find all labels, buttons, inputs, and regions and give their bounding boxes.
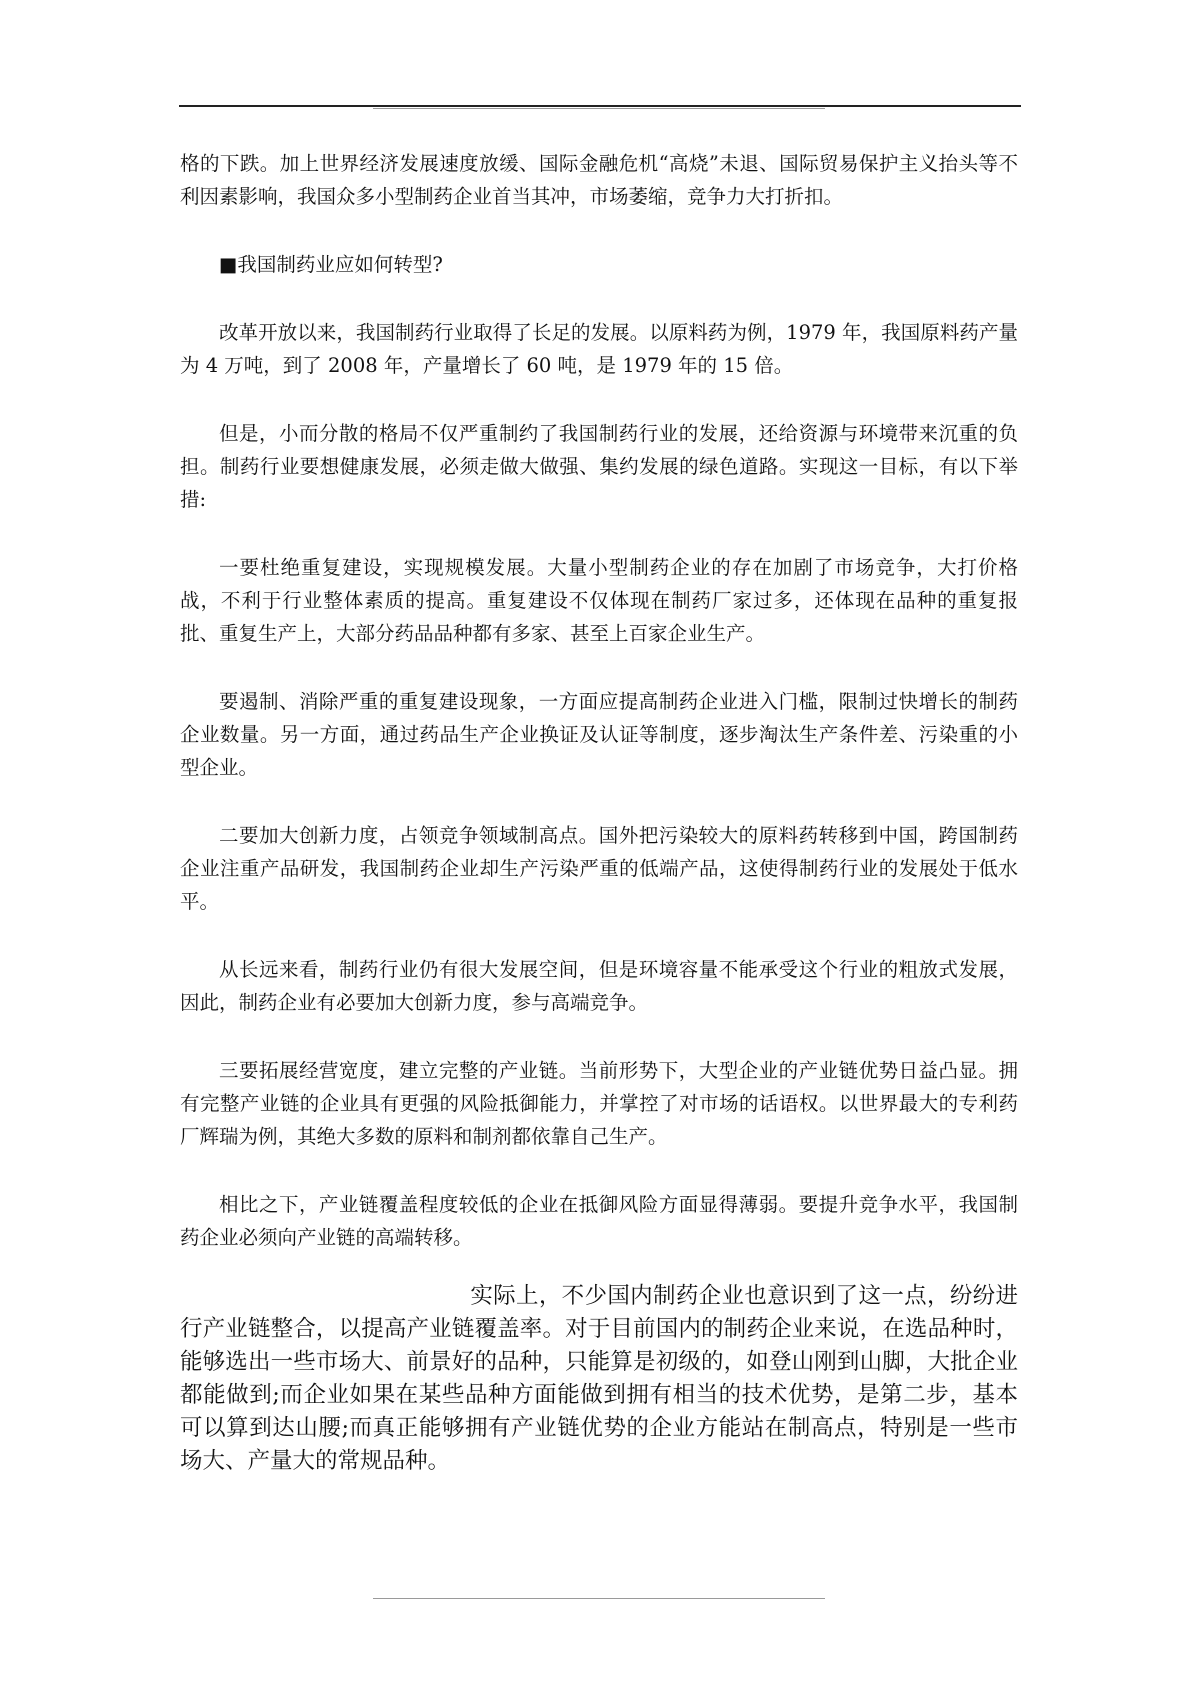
paragraph: 改革开放以来，我国制药行业取得了长足的发展。以原料药为例，1979 年，我国原料药产量为 4 万吨，到了 2008 年，产量增长了 60 吨，是 1979 年的 15 倍。 [180,321,1018,377]
paragraph: 三要拓展经营宽度，建立完整的产业链。当前形势下，大型企业的产业链优势日益凸显。拥有完整产业链的企业具有更强的风险抵御能力，并掌控了对市场的话语权。以世界最大的专利药厂辉瑞为例，其绝大多数的原料和制剂都依靠自己生产。 [180,1059,1018,1148]
paragraph-large-text: 实际上，不少国内制药企业也意识到了这一点，纷纷进行产业链整合，以提高产业链覆盖率。对于目前国内的制药企业来说，在选品种时，能够选出一些市场大、前景好的品种，只能算是初级的，如登山刚到山脚，大批企业都能做到;而企业如果在某些品种方面能做到拥有相当的技术优势，是第二步，基本可以算到达山腰;而真正能够拥有产业链优势的企业方能站在制高点，特别是一些市场大、产量大的常规品种。 [180,1283,1018,1474]
paragraph: 但是，小而分散的格局不仅严重制约了我国制药行业的发展，还给资源与环境带来沉重的负担。制药行业要想健康发展，必须走做大做强、集约发展的绿色道路。实现这一目标，有以下举措: [180,422,1018,511]
paragraph-continuation: 格的下跌。加上世界经济发展速度放缓、国际金融危机“高烧”未退、国际贸易保护主义抬头等不利因素影响，我国众多小型制药企业首当其冲，市场萎缩，竞争力大打折扣。 [180,152,1018,208]
paragraph-large [180,1280,1018,1478]
paragraph: 二要加大创新力度，占领竞争领域制高点。国外把污染较大的原料药转移到中国，跨国制药企业注重产品研发，我国制药企业却生产污染严重的低端产品，这使得制药行业的发展处于低水平。 [180,824,1018,913]
footer-rule [373,1598,825,1599]
document-body [180,147,1018,1478]
paragraph: 相比之下，产业链覆盖程度较低的企业在抵御风险方面显得薄弱。要提升竞争水平，我国制药企业必须向产业链的高端转移。 [180,1193,1018,1249]
header-rule-secondary [373,108,825,109]
section-heading: ■我国制药业应如何转型? [219,253,443,276]
header-rule [179,105,1021,107]
paragraph: 要遏制、消除严重的重复建设现象，一方面应提高制药企业进入门槛，限制过快增长的制药企业数量。另一方面，通过药品生产企业换证及认证等制度，逐步淘汰生产条件差、污染重的小型企业。 [180,690,1018,779]
paragraph: 从长远来看，制药行业仍有很大发展空间，但是环境容量不能承受这个行业的粗放式发展，因此，制药企业有必要加大创新力度，参与高端竞争。 [180,958,1018,1014]
paragraph: 一要杜绝重复建设，实现规模发展。大量小型制药企业的存在加剧了市场竞争，大打价格战，不利于行业整体素质的提高。重复建设不仅体现在制药厂家过多，还体现在品种的重复报批、重复生产上，大部分药品品种都有多家、甚至上百家企业生产。 [180,556,1018,645]
